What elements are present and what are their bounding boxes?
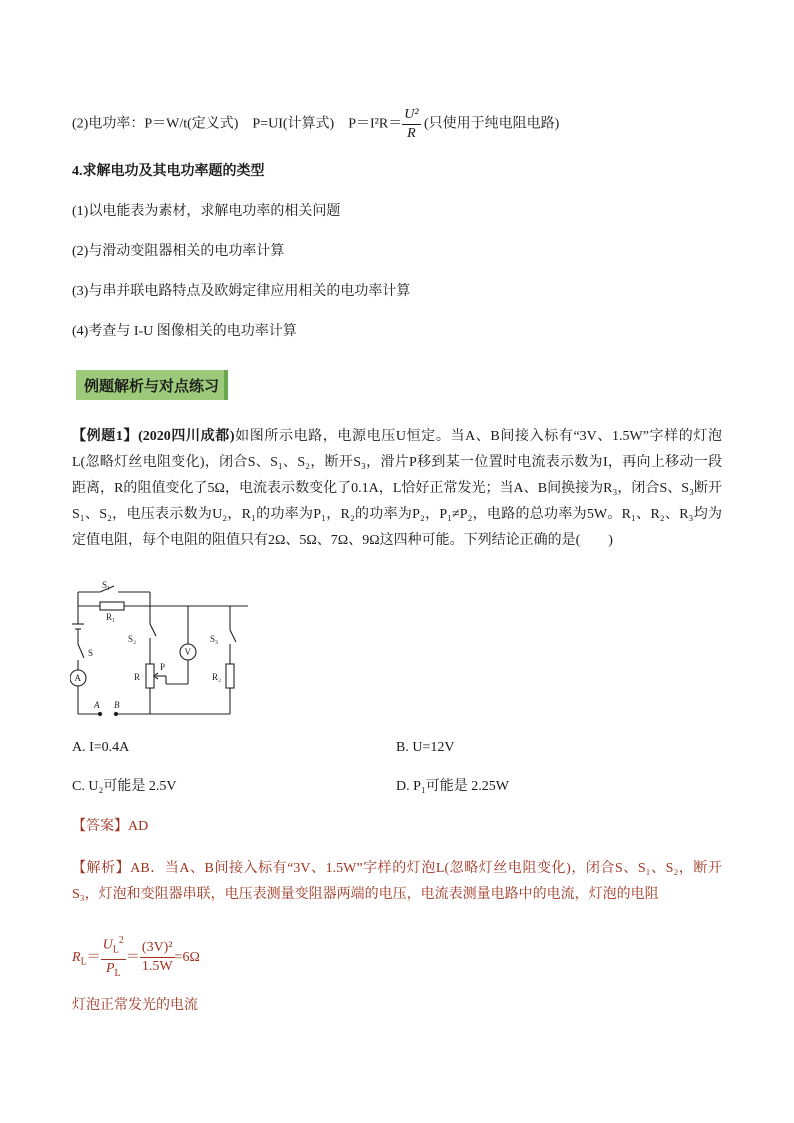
power-formula-prefix: (2)电功率：P＝W/t(定义式) P=UI(计算式) P＝I²R＝	[72, 116, 403, 132]
label-ammeter: A	[74, 673, 81, 683]
section-header-badge	[76, 370, 228, 400]
power-formula-suffix: (只使用于纯电阻电路)	[424, 116, 560, 132]
label-s1: S₁	[102, 580, 111, 590]
rl-formula: $R_L=$ $\frac{U_L^2}{P_L}$ ＝ $\frac{\text{(3V)²}}{1.5W}$ =6Ω	[72, 932, 200, 983]
example-text: 如图所示电路，电源电压U恒定。当A、B间接入标有“3V、1.5W”字样的灯泡L(忽略灯丝电阻变化)，闭合S、S₁、S₂，断开S₃，滑片P移到某一位置时电流表示数为I，再向上移动一段距离，R的阻值变化了5Ω，电流表示数变化了0.1A，L恰好正常发光；当A、B间换接为R₃，闭合S、S₃断开S₁、S₂，电压表示数为U₂，R₁的功率为P₁，R₂的功率为P₂，P₁≠P₂，电路的总功率为5W。R₁、R₂、R₃均为定值电阻，每个电阻的阻值只有2Ω、5Ω、7Ω、9Ω这四种可能。下列结论正确的是( )	[72, 429, 723, 548]
section4-item-1: (1)以电能表为素材，求解电功率的相关问题	[72, 204, 341, 219]
label-r: R	[134, 672, 141, 682]
label-b: B	[114, 700, 120, 710]
section4-item-4: (4)考查与 I-U 图像相关的电功率计算	[72, 324, 297, 339]
label-s2: S₂	[128, 634, 137, 644]
label-s3: S₃	[210, 634, 219, 644]
answer-label: 【答案】	[72, 819, 128, 834]
rl-symbol-sub: L	[80, 956, 87, 968]
option-d: D. P₁可能是 2.25W	[396, 779, 509, 794]
label-p: P	[160, 662, 166, 672]
power-formula-line	[72, 106, 559, 143]
section-header-label: 例题解析与对点练习	[84, 378, 220, 395]
label-r1: R₁	[106, 612, 116, 622]
label-r2: R₂	[212, 672, 222, 682]
rl-result: =6Ω	[174, 949, 200, 965]
example-paragraph	[72, 424, 722, 554]
3v-over-1-5w-fraction: $\frac{\text{(3V)²}}{1.5W}$	[141, 940, 173, 975]
label-a: A	[94, 700, 100, 710]
section4-title: 4.求解电功及其电功率题的类型	[72, 164, 265, 179]
section4-item-2: (2)与滑动变阻器相关的电功率计算	[72, 244, 285, 259]
option-b: B. U=12V	[396, 740, 455, 755]
answer-line	[72, 817, 148, 837]
normal-current-line: 灯泡正常发光的电流	[72, 998, 198, 1013]
option-a: A. I=0.4A	[72, 740, 130, 755]
section4-item-3: (3)与串并联电路特点及欧姆定律应用相关的电功率计算	[72, 284, 411, 299]
ul-over-pl-fraction: $\frac{U_L^2}{P_L}$	[101, 932, 126, 983]
analysis-text: AB．当A、B间接入标有“3V、1.5W”字样的灯泡L(忽略灯丝电阻变化)，闭合S、S₁、S₂，断开S₃，灯泡和变阻器串联，电压表测量变阻器两端的电压，电流表测量电路中的电流，灯泡的电阻	[72, 861, 722, 902]
example-source: (2020四川成都)	[138, 429, 235, 444]
analysis-label: 【解析】	[72, 861, 131, 876]
analysis-paragraph	[72, 856, 722, 908]
u2-over-r-fraction: $\frac{\text{U²}}{R}$	[404, 107, 419, 141]
circuit-diagram	[70, 580, 250, 720]
answer-value: AD	[128, 819, 149, 834]
label-v: V	[184, 647, 191, 657]
example-tag: 【例题1】	[72, 429, 139, 444]
rl-symbol: R	[72, 949, 81, 965]
option-c: C. U₂可能是 2.5V	[72, 779, 177, 794]
label-s: S	[88, 648, 94, 658]
